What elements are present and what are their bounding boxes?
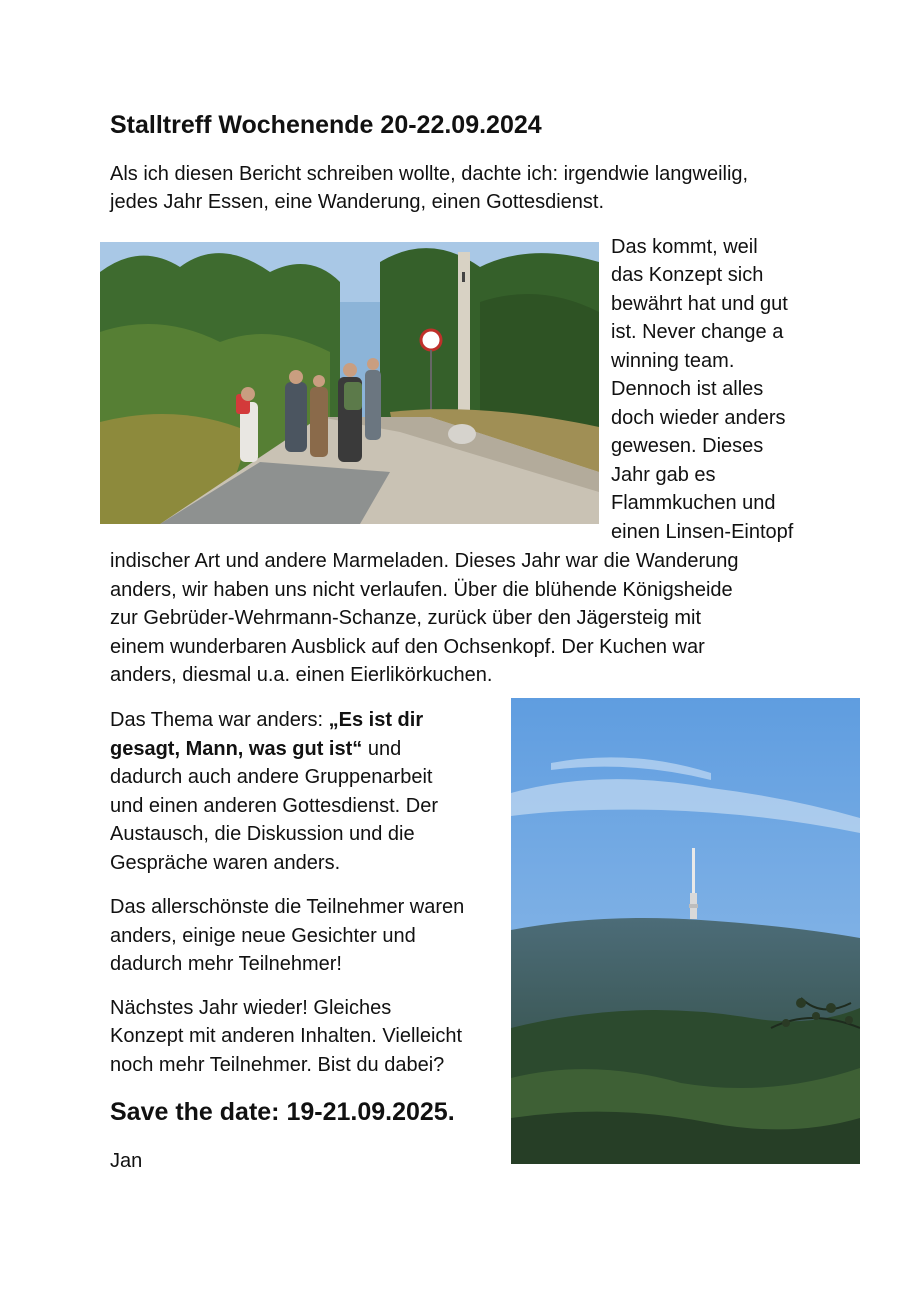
hikers-photo — [100, 242, 599, 524]
text-fragment: und — [362, 738, 402, 760]
text-line — [110, 735, 401, 763]
text-line: dadurch auch andere Gruppenarbeit — [110, 766, 433, 788]
text-line: Gespräche waren anders. — [110, 852, 341, 874]
text-line: und einen anderen Gottesdienst. Der — [110, 795, 438, 817]
signature: Jan — [110, 1150, 143, 1172]
text-line: anders, wir haben uns nicht verlaufen. Über die blühende Königsheide — [110, 579, 733, 601]
text-line: Nächstes Jahr wieder! Gleiches — [110, 997, 392, 1019]
text-line: Flammkuchen und — [611, 492, 776, 514]
save-the-date-heading: Save the date: 19-21.09.2025. — [110, 1098, 455, 1126]
text-line: Dennoch ist alles — [611, 378, 764, 400]
text-line: bewährt hat und gut — [611, 293, 788, 315]
text-line: Das allerschönste die Teilnehmer waren — [110, 896, 465, 918]
text-line: Als ich diesen Bericht schreiben wollte, dachte ich: irgendwie langweilig, — [110, 163, 749, 185]
theme-prefix: Das Thema war anders: — [110, 709, 329, 731]
text-line: indischer Art und andere Marmeladen. Dieses Jahr war die Wanderung — [110, 550, 739, 572]
page-title: Stalltreff Wochenende 20-22.09.2024 — [110, 111, 542, 139]
bible-quote: gesagt, Mann, was gut ist“ — [110, 738, 363, 760]
text-line: noch mehr Teilnehmer. Bist du dabei? — [110, 1054, 445, 1076]
text-line: einem wunderbaren Ausblick auf den Ochsenkopf. Der Kuchen war — [110, 636, 705, 658]
text-line: dadurch mehr Teilnehmer! — [110, 953, 342, 975]
text-line: das Konzept sich — [611, 264, 764, 286]
text-line: gewesen. Dieses — [611, 435, 764, 457]
text-line: anders, einige neue Gesichter und — [110, 925, 416, 947]
text-line: Jahr gab es — [611, 464, 716, 486]
text-line: ist. Never change a — [611, 321, 784, 343]
text-line: Austausch, die Diskussion und die — [110, 823, 415, 845]
text-line: jedes Jahr Essen, eine Wanderung, einen Gottesdienst. — [110, 191, 605, 213]
bible-quote: „Es ist dir — [328, 709, 424, 731]
text-line: Konzept mit anderen Inhalten. Vielleicht — [110, 1025, 463, 1047]
text-line: winning team. — [611, 350, 735, 372]
text-line: anders, diesmal u.a. einen Eierlikörkuchen. — [110, 664, 493, 686]
text-line: zur Gebrüder-Wehrmann-Schanze, zurück über den Jägersteig mit — [110, 607, 702, 629]
text-line: einen Linsen-Eintopf — [611, 521, 794, 543]
mountain-photo — [511, 698, 860, 1164]
text-line — [110, 706, 423, 734]
text-line: doch wieder anders — [611, 407, 786, 429]
text-line: Das kommt, weil — [611, 236, 758, 258]
